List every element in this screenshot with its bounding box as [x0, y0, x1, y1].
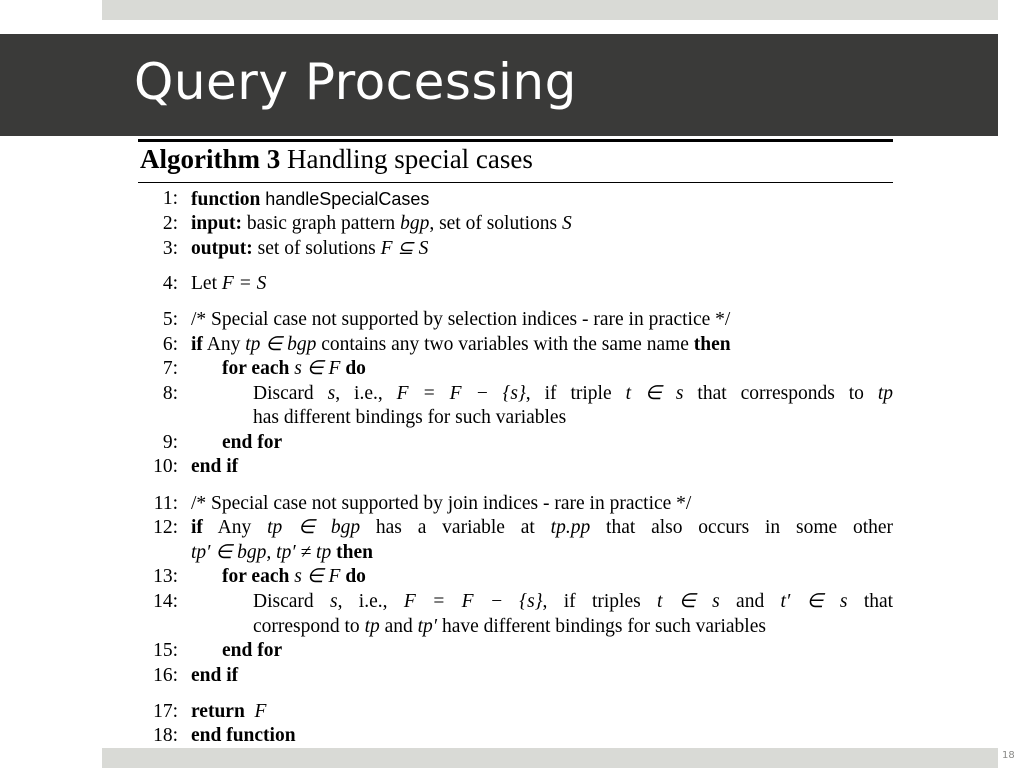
line-number: 2:: [162, 213, 178, 234]
math: s ∈ F: [294, 566, 341, 587]
keyword: end function: [191, 725, 296, 746]
keyword: input:: [191, 213, 242, 234]
math: s: [330, 591, 338, 612]
keyword: end for: [222, 432, 283, 453]
line-number: 3:: [162, 238, 178, 259]
line-number: 15:: [153, 640, 178, 661]
line-number: 13:: [153, 566, 178, 587]
text: contains any two variables with the same name: [321, 334, 689, 355]
algorithm-box: [138, 139, 893, 761]
comment: /* Special case not supported by join indices - rare in practice */: [191, 493, 692, 514]
text: and: [384, 616, 413, 637]
text: has different bindings for such variables: [253, 407, 567, 428]
line-number: 18:: [153, 725, 178, 746]
keyword: then: [693, 334, 731, 355]
bottom-accent-bar: [102, 748, 998, 768]
keyword: end if: [191, 456, 239, 477]
text: Let: [191, 273, 217, 294]
text: , set of solutions: [429, 213, 558, 234]
math: S: [562, 213, 572, 234]
keyword: do: [345, 566, 366, 587]
text: have different bindings for such variables: [441, 616, 766, 637]
line-number: 11:: [153, 493, 178, 514]
math: F = F − {s}: [403, 591, 543, 612]
math: tp′ ∈ bgp, tp′ ≠ tp: [191, 542, 332, 563]
math: tp ∈ bgp: [267, 517, 361, 538]
text: and: [736, 591, 765, 612]
line-number: 12:: [153, 517, 178, 538]
line-number: 16:: [153, 665, 178, 686]
line-number: 8:: [162, 383, 178, 404]
slide-number: 18: [1002, 750, 1015, 761]
text: , if triple: [525, 383, 612, 404]
math: tp′: [417, 616, 438, 637]
math: F: [254, 701, 267, 722]
line-number: 7:: [162, 358, 178, 379]
algorithm-label: Algorithm 3: [140, 144, 281, 174]
math: tp.pp: [550, 517, 591, 538]
line-number: 10:: [153, 456, 178, 477]
text: , i.e.,: [337, 591, 388, 612]
keyword: end for: [222, 640, 283, 661]
math: tp: [364, 616, 380, 637]
keyword: do: [345, 358, 366, 379]
math: tp: [877, 383, 894, 404]
line-number: 6:: [162, 334, 178, 355]
line-number: 4:: [162, 273, 178, 294]
top-accent-bar: [102, 0, 998, 20]
text: that: [863, 591, 894, 612]
function-name: handleSpecialCases: [265, 189, 430, 209]
top-rule: [138, 139, 893, 142]
text: correspond to: [253, 616, 360, 637]
keyword: for each: [222, 358, 290, 379]
math: F ⊆ S: [380, 238, 429, 259]
line-number: 1:: [162, 188, 178, 209]
keyword: end if: [191, 665, 239, 686]
keyword: then: [336, 542, 373, 563]
keyword: function: [191, 189, 261, 210]
algorithm-caption: Handling special cases: [286, 144, 533, 174]
caption-rule: [138, 182, 893, 183]
math: t ∈ s: [657, 591, 720, 612]
algorithm-title: [140, 145, 533, 175]
text: has a variable at: [375, 517, 535, 538]
math: s: [327, 383, 336, 404]
keyword: for each: [222, 566, 290, 587]
text: , i.e.,: [335, 383, 383, 404]
line-number: 17:: [153, 701, 178, 722]
text: that corresponds to: [697, 383, 864, 404]
text: Discard: [253, 591, 314, 612]
text: Any: [217, 517, 252, 538]
line-number: 5:: [162, 309, 178, 330]
text: Any: [206, 334, 241, 355]
math: t ∈ s: [625, 383, 684, 404]
math: bgp: [400, 213, 430, 234]
text: Discard: [253, 383, 314, 404]
math: F = S: [221, 273, 267, 294]
math: F = F − {s}: [396, 383, 526, 404]
keyword: if: [191, 334, 203, 355]
math: t′ ∈ s: [780, 591, 848, 612]
text: basic graph pattern: [246, 213, 396, 234]
line-number: 9:: [162, 432, 178, 453]
line-number: 14:: [153, 591, 178, 612]
math: s ∈ F: [294, 358, 341, 379]
math: tp ∈ bgp: [245, 334, 317, 355]
comment: /* Special case not supported by selection indices - rare in practice */: [191, 309, 731, 330]
keyword: output:: [191, 238, 253, 259]
text: that also occurs in some other: [606, 517, 894, 538]
slide-title: Query Processing: [134, 53, 577, 111]
text: , if triples: [542, 591, 641, 612]
text: set of solutions: [257, 238, 376, 259]
keyword: if: [191, 517, 203, 538]
keyword: return: [191, 701, 245, 722]
